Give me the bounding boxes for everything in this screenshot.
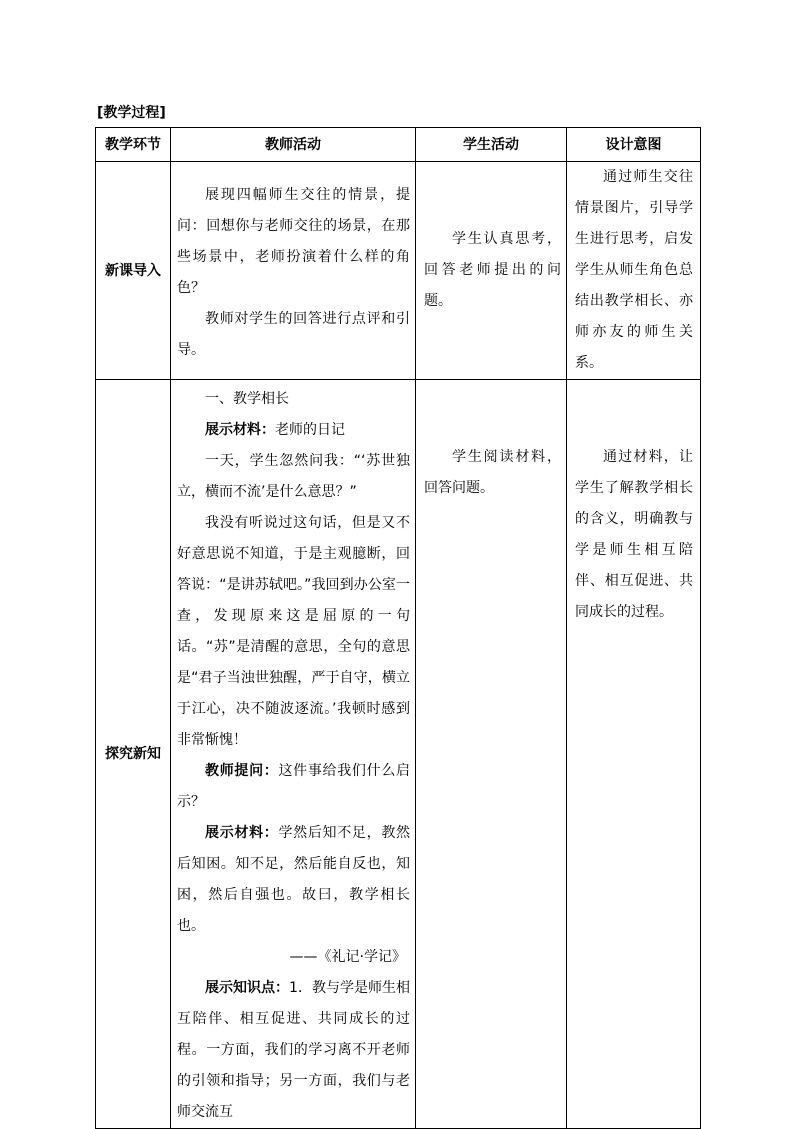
quote-source: ——《礼记·学记》	[289, 949, 406, 965]
design-intro-text: 通过师生交往情景图片，引导学生进行思考，启发学生从师生角色总结出教学相长、亦师亦友的师生关系。	[575, 169, 693, 371]
stage-intro: 新课导入	[96, 162, 171, 380]
lesson-table	[95, 127, 701, 1129]
header-student-activity: 学生活动	[416, 128, 567, 162]
question-text: 这件事给我们什么启示？	[177, 763, 411, 810]
header-design-intent: 设计意图	[567, 128, 701, 162]
material-2	[177, 818, 410, 942]
teacher-intro-paragraph-2: 教师对学生的回答进行点评和引导。	[177, 310, 410, 358]
header-stage: 教学环节	[96, 128, 171, 162]
material-1	[177, 415, 410, 446]
header-teacher-activity: 教师活动	[171, 128, 416, 162]
table-row-intro	[96, 162, 701, 380]
stage-explore: 探究新知	[96, 380, 171, 1129]
design-intent-intro	[567, 162, 701, 380]
section-title: [教学过程]	[97, 105, 166, 121]
diary-paragraph-2: 我没有听说过这句话，但是又不好意思说不知道，于是主观臆断，回答说：“是讲苏轼吧。”我回到办公室一查，发现原来这是屈原的一句话。“苏”是清醒的意思，全句的意思是“君子当浊世独醒，严于自守，横立于江心，决不随波逐流。’我顿时感到非常惭愧！	[177, 515, 410, 748]
teacher-activity-explore	[171, 380, 416, 1129]
knowledge-label: 展示知识点：	[205, 980, 290, 996]
design-intent-explore	[567, 380, 701, 1129]
teacher-question	[177, 756, 410, 818]
student-explore-text: 学生阅读材料，回答问题。	[424, 449, 561, 496]
material-1-text: 老师的日记	[275, 422, 345, 438]
teacher-activity-intro	[171, 162, 416, 380]
teacher-heading: 一、教学相长	[205, 391, 289, 407]
student-intro-text: 学生认真思考，回答老师提出的问题。	[424, 231, 561, 309]
material-1-label: 展示材料：	[205, 422, 275, 438]
knowledge-text: 1．教与学是师生相互陪伴、相互促进、共同成长的过程。一方面，我们的学习离不开老师的引领和指导；另一方面，我们与老师交流互	[177, 980, 410, 1120]
material-2-text: 学然后知不足，教然后知困。知不足，然后能自反也，知困，然后自强也。故曰，教学相长也。	[177, 825, 411, 934]
table-header-row	[96, 128, 701, 162]
knowledge-point	[177, 973, 410, 1128]
student-activity-intro	[416, 162, 567, 380]
question-label: 教师提问：	[205, 763, 279, 779]
teacher-intro-paragraph-1: 展现四幅师生交往的情景，提问：回想你与老师交往的场景，在那些场景中，老师扮演着什么样的角色？	[177, 186, 410, 296]
diary-paragraph-1: 一天，学生忽然问我：“‘苏世独立，横而不流’是什么意思？”	[177, 453, 410, 500]
table-row-explore	[96, 380, 701, 1129]
design-explore-text: 通过材料，让学生了解教学相长的含义，明确教与学是师生相互陪伴、相互促进、共同成长的过程。	[575, 449, 693, 620]
material-2-label: 展示材料：	[205, 825, 279, 841]
student-activity-explore	[416, 380, 567, 1129]
